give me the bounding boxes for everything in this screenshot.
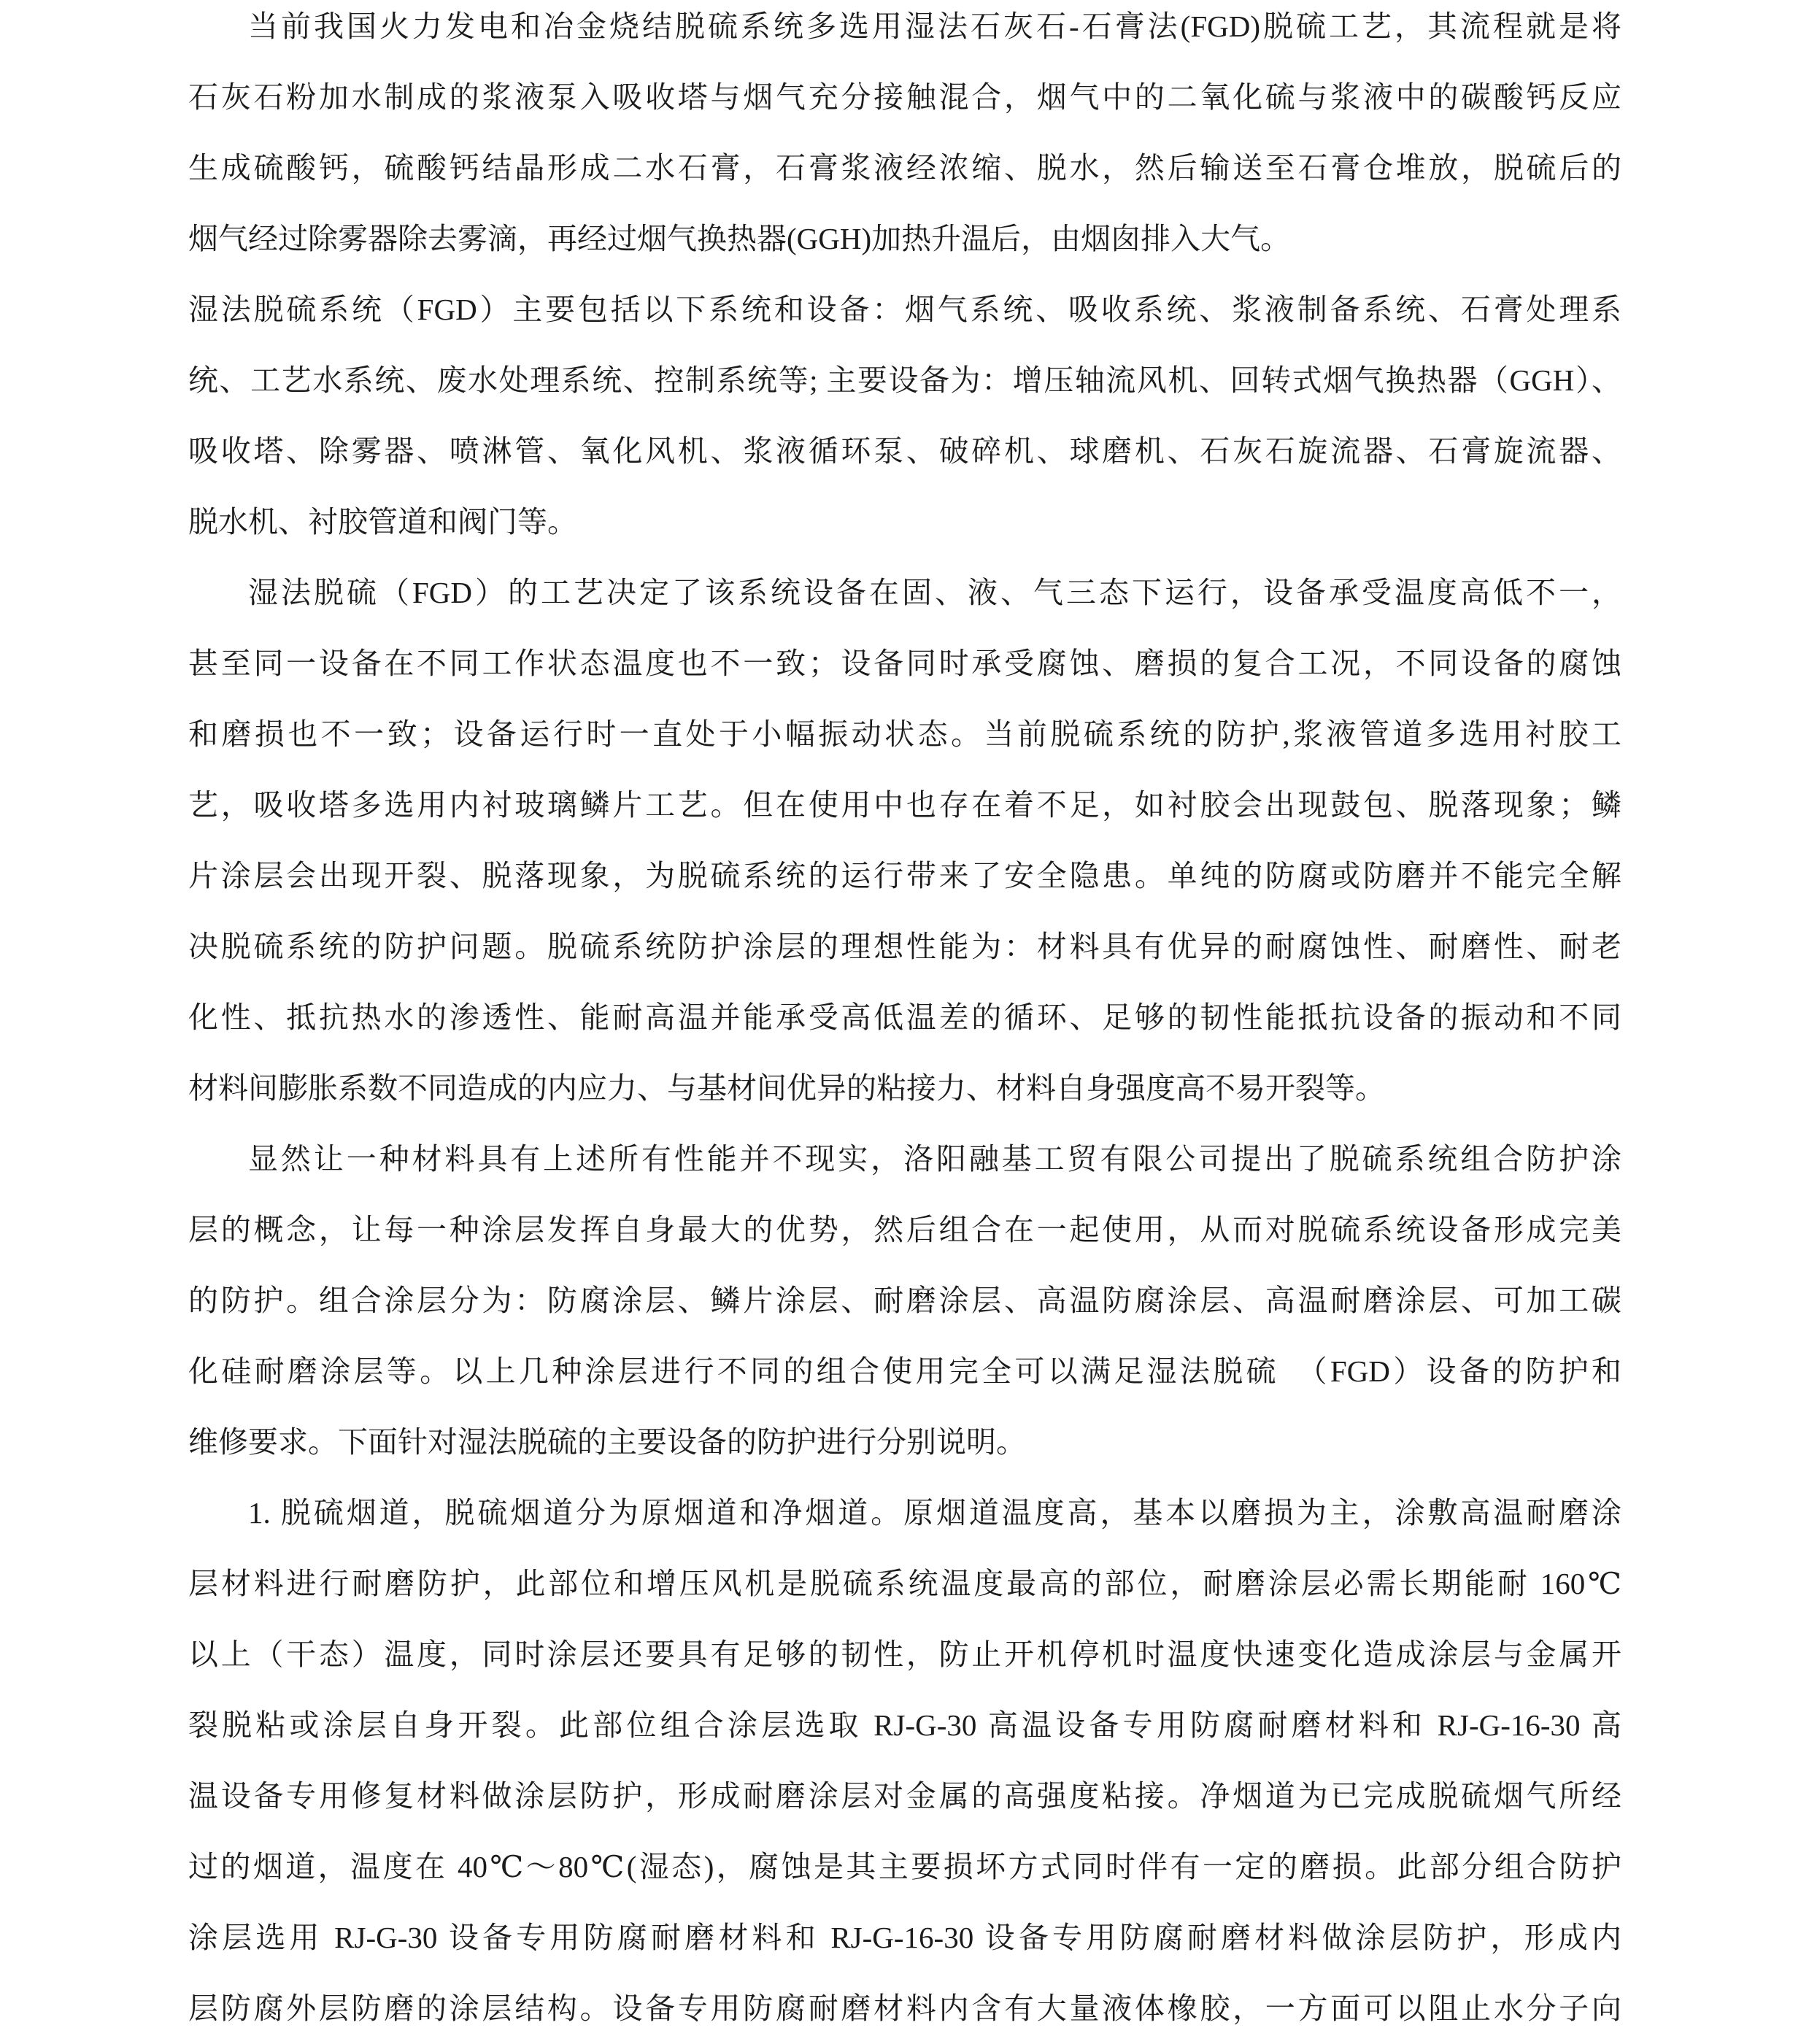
text-line: 烟气经过除雾器除去雾滴，再经过烟气换热器(GGH)加热升温后，由烟囱排入大气。 bbox=[188, 222, 1291, 255]
text-line: 1. 脱硫烟道，脱硫烟道分为原烟道和净烟道。原烟道温度高，基本以磨损为主，涂敷高温耐磨涂 bbox=[248, 1496, 1621, 1530]
text-line: 统、工艺水系统、废水处理系统、控制系统等; 主要设备为：增压轴流风机、回转式烟气换热器（GGH）、 bbox=[188, 363, 1621, 397]
text-line: 温设备专用修复材料做涂层防护，形成耐磨涂层对金属的高强度粘接。净烟道为已完成脱硫烟气所经 bbox=[188, 1779, 1621, 1813]
text-line: 裂脱粘或涂层自身开裂。此部位组合涂层选取 RJ-G-30 高温设备专用防腐耐磨材料和 RJ-G-16-30 高 bbox=[188, 1708, 1621, 1742]
paragraph bbox=[188, 274, 1621, 558]
text-line: 材料间膨胀系数不同造成的内应力、与基材间优异的粘接力、材料自身强度高不易开裂等。 bbox=[188, 1071, 1385, 1105]
text-line: 湿法脱硫（FGD）的工艺决定了该系统设备在固、液、气三态下运行，设备承受温度高低不一， bbox=[248, 576, 1621, 609]
text-line: 化性、抵抗热水的渗透性、能耐高温并能承受高低温差的循环、足够的韧性能抵抗设备的振动和不同 bbox=[188, 1000, 1621, 1034]
text-line: 层材料进行耐磨防护，此部位和增压风机是脱硫系统温度最高的部位，耐磨涂层必需长期能耐 160℃ bbox=[188, 1567, 1621, 1600]
text-line: 决脱硫系统的防护问题。脱硫系统防护涂层的理想性能为：材料具有优异的耐腐蚀性、耐磨性、耐老 bbox=[188, 930, 1621, 963]
text-line: 艺，吸收塔多选用内衬玻璃鳞片工艺。但在使用中也存在着不足，如衬胶会出现鼓包、脱落现象；鳞 bbox=[188, 788, 1621, 822]
paragraph bbox=[188, 1478, 1621, 2044]
text-line: 过的烟道，温度在 40℃～80℃(湿态)，腐蚀是其主要损坏方式同时伴有一定的磨损。此部分组合防护 bbox=[188, 1850, 1621, 1883]
text-line: 甚至同一设备在不同工作状态温度也不一致；设备同时承受腐蚀、磨损的复合工况，不同设备的腐蚀 bbox=[188, 647, 1621, 680]
text-line: 片涂层会出现开裂、脱落现象，为脱硫系统的运行带来了安全隐患。单纯的防腐或防磨并不能完全解 bbox=[188, 859, 1621, 892]
text-line: 的防护。组合涂层分为：防腐涂层、鳞片涂层、耐磨涂层、高温防腐涂层、高温耐磨涂层、可加工碳 bbox=[188, 1284, 1621, 1317]
text-line: 层防腐外层防磨的涂层结构。设备专用防腐耐磨材料内含有大量液体橡胶，一方面可以阻止水分子向 bbox=[188, 1991, 1621, 2025]
text-line: 吸收塔、除雾器、喷淋管、氧化风机、浆液循环泵、破碎机、球磨机、石灰石旋流器、石膏旋流器、 bbox=[188, 434, 1621, 468]
text-line: 石灰石粉加水制成的浆液泵入吸收塔与烟气充分接触混合，烟气中的二氧化硫与浆液中的碳酸钙反应 bbox=[188, 80, 1621, 114]
text-line: 生成硫酸钙，硫酸钙结晶形成二水石膏，石膏浆液经浓缩、脱水，然后输送至石膏仓堆放，脱硫后的 bbox=[188, 151, 1621, 185]
text-line: 以上（干态）温度，同时涂层还要具有足够的韧性，防止开机停机时温度快速变化造成涂层与金属开 bbox=[188, 1638, 1621, 1671]
text-line: 层的概念，让每一种涂层发挥自身最大的优势，然后组合在一起使用，从而对脱硫系统设备形成完美 bbox=[188, 1213, 1621, 1246]
text-line: 当前我国火力发电和冶金烧结脱硫系统多选用湿法石灰石-石膏法(FGD)脱硫工艺，其流程就是将 bbox=[248, 9, 1621, 43]
paragraph bbox=[188, 558, 1621, 1124]
text-line: 化硅耐磨涂层等。以上几种涂层进行不同的组合使用完全可以满足湿法脱硫 （FGD）设备的防护和 bbox=[188, 1354, 1621, 1388]
text-line: 维修要求。下面针对湿法脱硫的主要设备的防护进行分别说明。 bbox=[188, 1425, 1026, 1459]
text-line: 显然让一种材料具有上述所有性能并不现实，洛阳融基工贸有限公司提出了脱硫系统组合防护涂 bbox=[248, 1142, 1621, 1176]
document-page bbox=[188, 0, 1621, 2044]
text-line: 和磨损也不一致；设备运行时一直处于小幅振动状态。当前脱硫系统的防护,浆液管道多选用衬胶工 bbox=[188, 717, 1621, 751]
text-line: 脱水机、衬胶管道和阀门等。 bbox=[188, 505, 577, 539]
paragraph bbox=[188, 0, 1621, 274]
paragraph bbox=[188, 1124, 1621, 1478]
text-line: 涂层选用 RJ-G-30 设备专用防腐耐磨材料和 RJ-G-16-30 设备专用防腐耐磨材料做涂层防护，形成内 bbox=[188, 1921, 1621, 1954]
text-line: 湿法脱硫系统（FGD）主要包括以下系统和设备：烟气系统、吸收系统、浆液制备系统、石膏处理系 bbox=[188, 293, 1621, 326]
